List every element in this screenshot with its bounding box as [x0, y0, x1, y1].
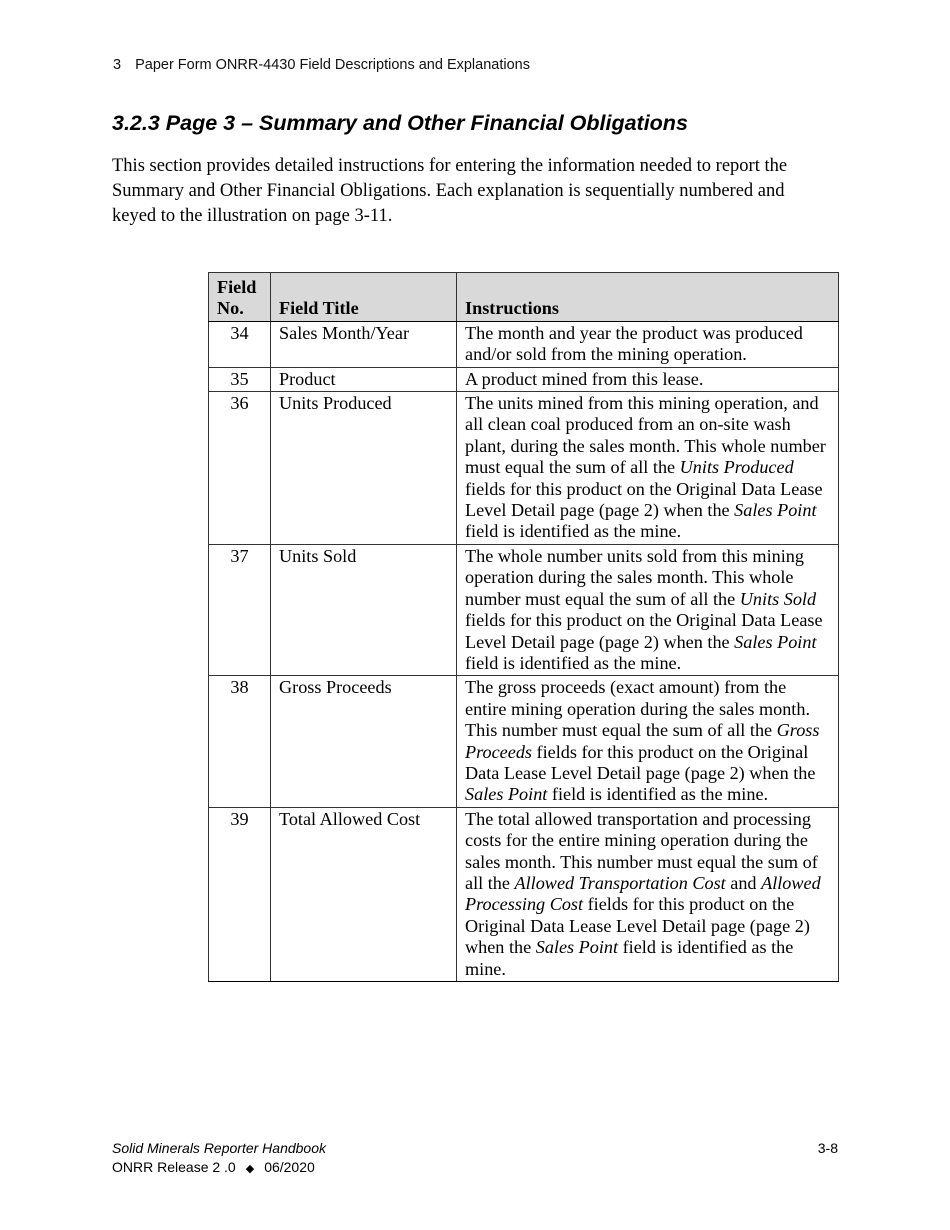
field-reference: Sales Point [535, 937, 619, 958]
chapter-title: Paper Form ONRR-4430 Field Descriptions and Explanations [135, 57, 530, 73]
instruction-text: field is identified as the mine. [465, 937, 794, 979]
header-field-no [209, 273, 271, 322]
instruction-text: The month and year the product was produced and/or sold from the mining operation. [465, 322, 803, 365]
instruction-text: field is identified as the mine. [547, 784, 769, 805]
field-title: Total Allowed Cost [271, 807, 457, 981]
table-row [209, 544, 839, 675]
instruction-text: The units mined from this mining operation, and all clean coal produced from an on-site wash plant, during the sales month. This whole number must equal the sum of all the [465, 393, 826, 478]
instruction-text: field is identified as the mine. [465, 521, 682, 542]
release-date: 06/2020 [264, 1159, 315, 1175]
field-number: 36 [209, 392, 271, 545]
release-line [112, 1158, 838, 1179]
field-instructions [457, 321, 839, 367]
field-title: Sales Month/Year [271, 321, 457, 367]
instruction-text: and [725, 872, 762, 893]
header-instructions: Instructions [457, 273, 839, 322]
chapter-number: 3 [113, 57, 122, 73]
field-number: 37 [209, 544, 271, 675]
page-number: 3-8 [817, 1140, 838, 1156]
section-heading: 3.2.3 Page 3 – Summary and Other Financial Obligations [112, 111, 688, 135]
field-reference: Gross Proceeds [465, 720, 820, 762]
field-instructions-table [208, 272, 839, 982]
field-instructions [457, 676, 839, 807]
header-field-no-line1: Field [217, 277, 257, 297]
table-header-row [209, 273, 839, 322]
instruction-text: fields for this product on the Original Data Lease Level Detail page (page 2) when the [465, 478, 823, 521]
field-title: Units Sold [271, 544, 457, 675]
table-body [209, 321, 839, 981]
instruction-text: fields for this product on the Original Data Lease Level Detail page (page 2) when the [465, 610, 823, 652]
intro-paragraph: This section provides detailed instructions for entering the information needed to report the Summary and Other Financial Obligations. Each explanation is sequentially numbered and keyed to the illustration on page 3-11. [112, 156, 788, 226]
page-footer [112, 1139, 838, 1179]
field-reference: Sales Point [734, 631, 817, 652]
field-reference: Allowed Processing Cost [465, 872, 821, 915]
instruction-text: fields for this product on the Original Data Lease Level Detail page (page 2) when the [465, 894, 810, 958]
table-row [209, 321, 839, 367]
table-row [209, 807, 839, 981]
field-title: Gross Proceeds [271, 676, 457, 807]
field-reference: Units Produced [679, 457, 794, 478]
field-number: 39 [209, 807, 271, 981]
instruction-text: The whole number units sold from this mining operation during the sales month. This whole number must equal the sum of all the [465, 545, 804, 609]
header-field-no-line2: No. [217, 298, 244, 319]
instruction-text: A product mined from this lease. [465, 368, 704, 389]
field-reference: Sales Point [734, 500, 817, 521]
field-reference: Allowed Transportation Cost [514, 872, 726, 893]
table-row [209, 676, 839, 807]
table-row [209, 367, 839, 391]
field-number: 35 [209, 367, 271, 391]
diamond-separator-icon: ◆ [245, 1163, 255, 1175]
field-instructions [457, 544, 839, 675]
field-reference: Units Sold [739, 588, 817, 609]
running-header [113, 57, 530, 73]
field-reference: Sales Point [465, 784, 548, 805]
field-instructions [457, 807, 839, 981]
header-field-title: Field Title [271, 273, 457, 322]
field-title: Units Produced [271, 392, 457, 545]
field-number: 34 [209, 321, 271, 367]
release-label: ONRR Release 2 .0 [112, 1159, 236, 1175]
instruction-text: field is identified as the mine. [465, 652, 682, 673]
instruction-text: The total allowed transportation and processing costs for the entire mining operation during the sales month. This number must equal the sum of all the [465, 808, 818, 893]
field-instructions [457, 392, 839, 545]
handbook-title: Solid Minerals Reporter Handbook [112, 1140, 326, 1156]
field-title: Product [271, 367, 457, 391]
instruction-text: fields for this product on the Original Data Lease Level Detail page (page 2) when the [465, 741, 816, 783]
field-number: 38 [209, 676, 271, 807]
instruction-text: The gross proceeds (exact amount) from the entire mining operation during the sales month. This number must equal the sum of all the [465, 677, 810, 741]
table-row [209, 392, 839, 545]
field-instructions [457, 367, 839, 391]
